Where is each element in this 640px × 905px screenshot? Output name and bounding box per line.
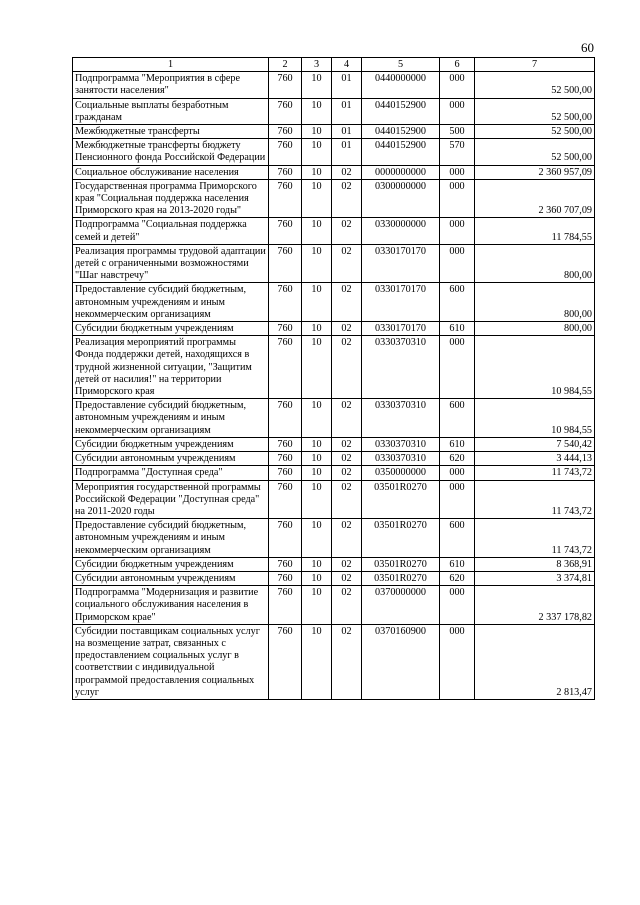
header-cell: 6 (440, 58, 475, 72)
table-row (73, 519, 595, 558)
row-name-cell: Предоставление субсидий бюджетным, автономным учреждениям и иным некоммерческим организациям (73, 283, 269, 322)
row-name-cell: Подпрограмма "Социальная поддержка семей и детей" (73, 218, 269, 244)
row-amount-cell: 52 500,00 (475, 98, 595, 124)
row-section-cell: 10 (302, 466, 332, 480)
row-code-cell: 760 (269, 165, 302, 179)
row-name-cell: Межбюджетные трансферты (73, 125, 269, 139)
row-subsection-cell: 02 (332, 336, 362, 399)
row-name-cell: Подпрограмма "Модернизация и развитие социального обслуживания населения в Приморском крае" (73, 586, 269, 625)
row-subsection-cell: 02 (332, 179, 362, 218)
row-section-cell: 10 (302, 283, 332, 322)
row-subsection-cell: 01 (332, 139, 362, 165)
table-row (73, 283, 595, 322)
table-row (73, 557, 595, 571)
table-row (73, 98, 595, 124)
row-expense-type-cell: 000 (440, 466, 475, 480)
row-section-cell: 10 (302, 139, 332, 165)
row-code-cell: 760 (269, 437, 302, 451)
row-target-article-cell: 0440152900 (362, 98, 440, 124)
row-subsection-cell: 02 (332, 244, 362, 283)
row-target-article-cell: 0440000000 (362, 72, 440, 98)
table-row (73, 165, 595, 179)
row-amount-cell: 11 743,72 (475, 466, 595, 480)
row-amount-cell: 10 984,55 (475, 336, 595, 399)
row-amount-cell: 11 743,72 (475, 480, 595, 519)
row-expense-type-cell: 000 (440, 72, 475, 98)
row-expense-type-cell: 610 (440, 322, 475, 336)
row-code-cell: 760 (269, 336, 302, 399)
row-amount-cell: 11 784,55 (475, 218, 595, 244)
header-cell: 4 (332, 58, 362, 72)
row-subsection-cell: 02 (332, 466, 362, 480)
row-section-cell: 10 (302, 557, 332, 571)
row-target-article-cell: 0330170170 (362, 244, 440, 283)
row-amount-cell: 2 337 178,82 (475, 586, 595, 625)
row-subsection-cell: 02 (332, 283, 362, 322)
table-row (73, 139, 595, 165)
table-row (73, 624, 595, 699)
row-subsection-cell: 02 (332, 218, 362, 244)
row-code-cell: 760 (269, 399, 302, 438)
row-expense-type-cell: 620 (440, 571, 475, 585)
row-name-cell: Реализация мероприятий программы Фонда поддержки детей, находящихся в трудной жизненной ситуации, "Защитим детей от насилия!" на территории Приморского края (73, 336, 269, 399)
row-section-cell: 10 (302, 336, 332, 399)
table-row (73, 322, 595, 336)
row-subsection-cell: 02 (332, 571, 362, 585)
row-expense-type-cell: 000 (440, 218, 475, 244)
table-row (73, 571, 595, 585)
row-subsection-cell: 02 (332, 322, 362, 336)
row-amount-cell: 52 500,00 (475, 125, 595, 139)
header-cell: 5 (362, 58, 440, 72)
row-target-article-cell: 0440152900 (362, 125, 440, 139)
row-target-article-cell: 0300000000 (362, 179, 440, 218)
row-subsection-cell: 02 (332, 452, 362, 466)
row-name-cell: Реализация программы трудовой адаптации детей с ограниченными возможностями "Шаг навстречу" (73, 244, 269, 283)
row-code-cell: 760 (269, 571, 302, 585)
row-target-article-cell: 03501R0270 (362, 557, 440, 571)
row-code-cell: 760 (269, 452, 302, 466)
row-code-cell: 760 (269, 466, 302, 480)
row-code-cell: 760 (269, 125, 302, 139)
row-target-article-cell: 0330370310 (362, 399, 440, 438)
row-expense-type-cell: 570 (440, 139, 475, 165)
table-row (73, 466, 595, 480)
row-name-cell: Субсидии поставщикам социальных услуг на возмещение затрат, связанных с предоставлением социальных услуг в соответствии с индивидуальной программой предоставления социальных услуг (73, 624, 269, 699)
row-section-cell: 10 (302, 437, 332, 451)
header-cell: 2 (269, 58, 302, 72)
row-amount-cell: 52 500,00 (475, 139, 595, 165)
row-amount-cell: 3 444,13 (475, 452, 595, 466)
row-subsection-cell: 02 (332, 165, 362, 179)
row-target-article-cell: 03501R0270 (362, 519, 440, 558)
row-name-cell: Мероприятия государственной программы Российской Федерации "Доступная среда" на 2011-2020 годы (73, 480, 269, 519)
row-expense-type-cell: 500 (440, 125, 475, 139)
row-expense-type-cell: 600 (440, 399, 475, 438)
row-amount-cell: 800,00 (475, 283, 595, 322)
row-amount-cell: 52 500,00 (475, 72, 595, 98)
table-row (73, 452, 595, 466)
row-section-cell: 10 (302, 399, 332, 438)
row-expense-type-cell: 000 (440, 586, 475, 625)
row-amount-cell: 11 743,72 (475, 519, 595, 558)
row-expense-type-cell: 000 (440, 244, 475, 283)
row-target-article-cell: 0330370310 (362, 336, 440, 399)
row-subsection-cell: 02 (332, 624, 362, 699)
row-name-cell: Предоставление субсидий бюджетным, автономным учреждениям и иным некоммерческим организациям (73, 399, 269, 438)
row-code-cell: 760 (269, 244, 302, 283)
table-row (73, 336, 595, 399)
row-section-cell: 10 (302, 586, 332, 625)
table-row (73, 437, 595, 451)
row-expense-type-cell: 620 (440, 452, 475, 466)
row-subsection-cell: 02 (332, 399, 362, 438)
table-row (73, 72, 595, 98)
row-expense-type-cell: 000 (440, 624, 475, 699)
row-name-cell: Субсидии автономным учреждениям (73, 571, 269, 585)
row-amount-cell: 10 984,55 (475, 399, 595, 438)
table-row (73, 480, 595, 519)
row-code-cell: 760 (269, 218, 302, 244)
row-name-cell: Субсидии бюджетным учреждениям (73, 557, 269, 571)
row-expense-type-cell: 600 (440, 283, 475, 322)
row-subsection-cell: 02 (332, 557, 362, 571)
row-name-cell: Межбюджетные трансферты бюджету Пенсионного фонда Российской Федерации (73, 139, 269, 165)
header-cell: 3 (302, 58, 332, 72)
row-section-cell: 10 (302, 480, 332, 519)
row-name-cell: Субсидии бюджетным учреждениям (73, 437, 269, 451)
row-code-cell: 760 (269, 283, 302, 322)
row-name-cell: Социальные выплаты безработным гражданам (73, 98, 269, 124)
row-name-cell: Предоставление субсидий бюджетным, автономным учреждениям и иным некоммерческим организациям (73, 519, 269, 558)
row-amount-cell: 3 374,81 (475, 571, 595, 585)
row-name-cell: Субсидии бюджетным учреждениям (73, 322, 269, 336)
row-target-article-cell: 0330170170 (362, 283, 440, 322)
row-name-cell: Субсидии автономным учреждениям (73, 452, 269, 466)
row-section-cell: 10 (302, 519, 332, 558)
row-section-cell: 10 (302, 165, 332, 179)
row-amount-cell: 800,00 (475, 322, 595, 336)
row-expense-type-cell: 600 (440, 519, 475, 558)
table-row (73, 179, 595, 218)
row-target-article-cell: 0440152900 (362, 139, 440, 165)
row-expense-type-cell: 610 (440, 557, 475, 571)
row-name-cell: Государственная программа Приморского края "Социальная поддержка населения Приморского края на 2013-2020 годы" (73, 179, 269, 218)
row-section-cell: 10 (302, 218, 332, 244)
row-amount-cell: 7 540,42 (475, 437, 595, 451)
row-amount-cell: 2 360 957,09 (475, 165, 595, 179)
row-subsection-cell: 01 (332, 72, 362, 98)
row-subsection-cell: 02 (332, 480, 362, 519)
table-row (73, 218, 595, 244)
row-expense-type-cell: 000 (440, 179, 475, 218)
row-name-cell: Подпрограмма "Доступная среда" (73, 466, 269, 480)
row-expense-type-cell: 000 (440, 98, 475, 124)
row-code-cell: 760 (269, 624, 302, 699)
row-section-cell: 10 (302, 244, 332, 283)
row-subsection-cell: 02 (332, 437, 362, 451)
row-expense-type-cell: 000 (440, 336, 475, 399)
row-code-cell: 760 (269, 519, 302, 558)
row-code-cell: 760 (269, 557, 302, 571)
row-code-cell: 760 (269, 322, 302, 336)
row-target-article-cell: 03501R0270 (362, 571, 440, 585)
table-row (73, 586, 595, 625)
row-section-cell: 10 (302, 571, 332, 585)
row-code-cell: 760 (269, 480, 302, 519)
row-subsection-cell: 01 (332, 125, 362, 139)
row-subsection-cell: 01 (332, 98, 362, 124)
row-target-article-cell: 0330170170 (362, 322, 440, 336)
row-amount-cell: 2 813,47 (475, 624, 595, 699)
row-section-cell: 10 (302, 452, 332, 466)
header-row (73, 58, 595, 72)
row-code-cell: 760 (269, 179, 302, 218)
row-code-cell: 760 (269, 586, 302, 625)
row-code-cell: 760 (269, 72, 302, 98)
row-target-article-cell: 0330370310 (362, 437, 440, 451)
row-target-article-cell: 0370000000 (362, 586, 440, 625)
row-expense-type-cell: 000 (440, 480, 475, 519)
row-amount-cell: 8 368,91 (475, 557, 595, 571)
table-row (73, 244, 595, 283)
row-section-cell: 10 (302, 624, 332, 699)
row-section-cell: 10 (302, 322, 332, 336)
row-target-article-cell: 0330370310 (362, 452, 440, 466)
row-subsection-cell: 02 (332, 519, 362, 558)
row-section-cell: 10 (302, 179, 332, 218)
table-row (73, 399, 595, 438)
row-target-article-cell: 0350000000 (362, 466, 440, 480)
row-code-cell: 760 (269, 98, 302, 124)
table-row (73, 125, 595, 139)
row-expense-type-cell: 000 (440, 165, 475, 179)
row-section-cell: 10 (302, 72, 332, 98)
row-subsection-cell: 02 (332, 586, 362, 625)
row-target-article-cell: 03501R0270 (362, 480, 440, 519)
header-cell: 1 (73, 58, 269, 72)
row-name-cell: Социальное обслуживание населения (73, 165, 269, 179)
row-expense-type-cell: 610 (440, 437, 475, 451)
header-cell: 7 (475, 58, 595, 72)
row-code-cell: 760 (269, 139, 302, 165)
row-target-article-cell: 0000000000 (362, 165, 440, 179)
row-amount-cell: 800,00 (475, 244, 595, 283)
row-section-cell: 10 (302, 125, 332, 139)
row-name-cell: Подпрограмма "Мероприятия в сфере занятости населения" (73, 72, 269, 98)
page-number: 60 (581, 40, 594, 55)
row-amount-cell: 2 360 707,09 (475, 179, 595, 218)
row-target-article-cell: 0370160900 (362, 624, 440, 699)
budget-table (72, 57, 595, 700)
row-target-article-cell: 0330000000 (362, 218, 440, 244)
row-section-cell: 10 (302, 98, 332, 124)
